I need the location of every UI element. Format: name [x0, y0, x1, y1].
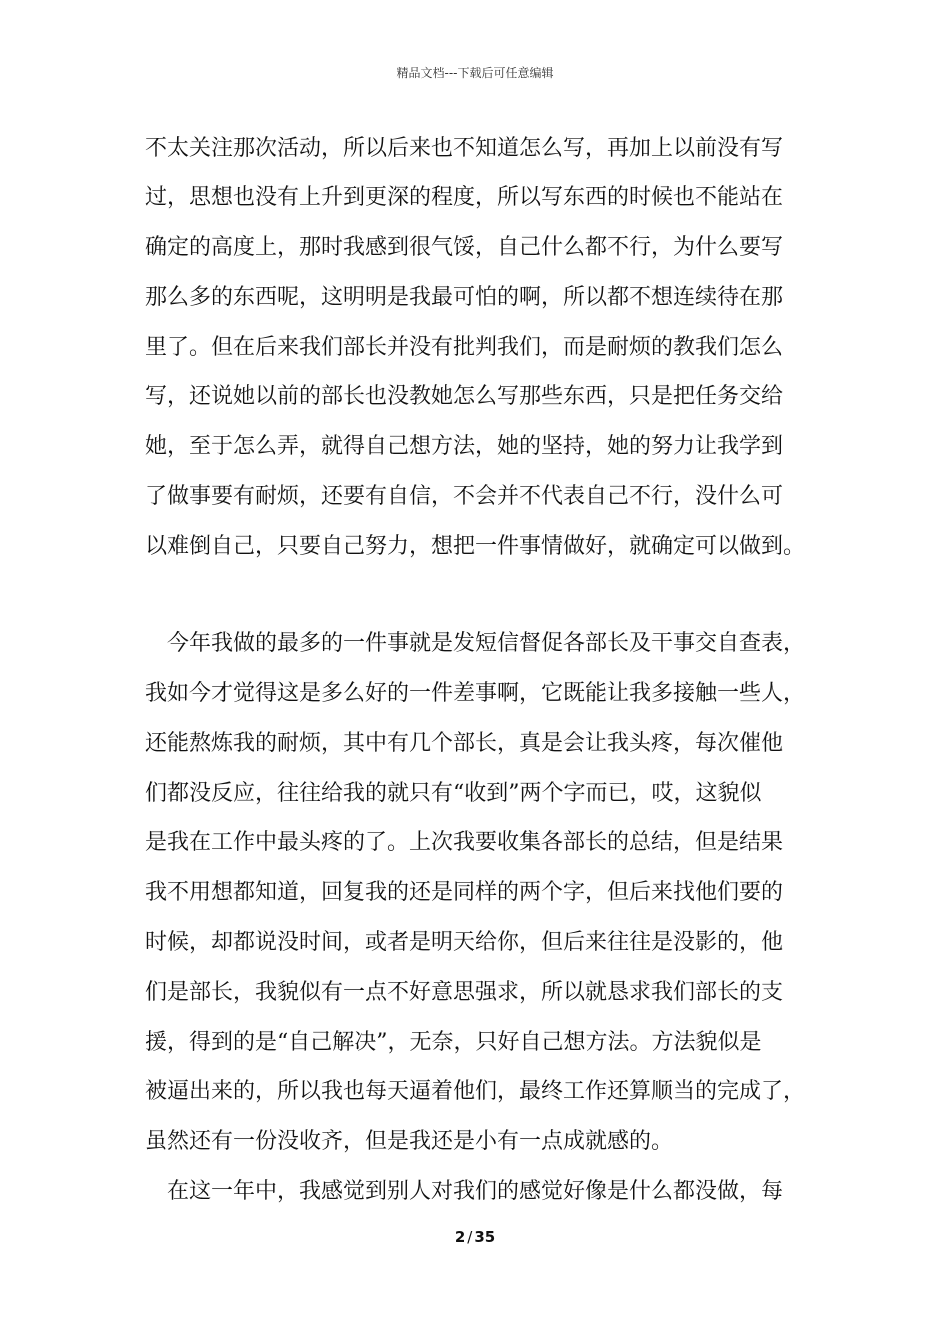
text-line: 写，还说她以前的部长也没教她怎么写那些东西，只是把任务交给	[145, 384, 784, 409]
text-line: 虽然还有一份没收齐，但是我还是小有一点成就感的。	[145, 1129, 674, 1154]
total-pages: 35	[474, 1228, 496, 1246]
text-line: 了做事要有耐烦，还要有自信，不会并不代表自己不行，没什么可	[145, 484, 784, 509]
text-line: 不太关注那次活动，所以后来也不知道怎么写，再加上以前没有写	[145, 136, 784, 161]
text-line: 还能熬炼我的耐烦，其中有几个部长，真是会让我头疼，每次催他	[145, 731, 784, 756]
text-line: 以难倒自己，只要自己努力，想把一件事情做好，就确定可以做到。	[145, 534, 806, 559]
text-line: 确定的高度上，那时我感到很气馁，自己什么都不行，为什么要写	[145, 235, 784, 260]
page-number	[0, 1228, 950, 1246]
text-line: 今年我做的最多的一件事就是发短信督促各部长及干事交自查表，	[167, 631, 806, 656]
text-line: 在这一年中，我感觉到别人对我们的感觉好像是什么都没做，每	[167, 1179, 784, 1204]
text-line: 时候，却都说没时间，或者是明天给你，但后来往往是没影的，他	[145, 930, 784, 955]
page-separator: /	[467, 1228, 473, 1246]
text-line: 援，得到的是“自己解决”，无奈，只好自己想方法。方法貌似是	[145, 1030, 762, 1055]
text-line: 我如今才觉得这是多么好的一件差事啊，它既能让我多接触一些人，	[145, 681, 806, 706]
text-line: 是我在工作中最头疼的了。上次我要收集各部长的总结，但是结果	[145, 830, 784, 855]
text-line: 那么多的东西呢，这明明是我最可怕的啊，所以都不想连续待在那	[145, 285, 784, 310]
text-line: 过，思想也没有上升到更深的程度，所以写东西的时候也不能站在	[145, 185, 784, 210]
text-line: 们是部长，我貌似有一点不好意思强求，所以就恳求我们部长的支	[145, 980, 784, 1005]
current-page: 2	[454, 1228, 466, 1246]
text-line: 里了。但在后来我们部长并没有批判我们，而是耐烦的教我们怎么	[145, 335, 784, 360]
text-line: 她，至于怎么弄，就得自己想方法，她的坚持，她的努力让我学到	[145, 434, 784, 459]
page-header: 精品文档---下载后可任意编辑	[396, 66, 554, 80]
text-line: 我不用想都知道，回复我的还是同样的两个字，但后来找他们要的	[145, 880, 784, 905]
text-line: 们都没反应，往往给我的就只有“收到”两个字而已，哎，这貌似	[145, 781, 762, 806]
text-line: 被逼出来的，所以我也每天逼着他们，最终工作还算顺当的完成了，	[145, 1079, 806, 1104]
